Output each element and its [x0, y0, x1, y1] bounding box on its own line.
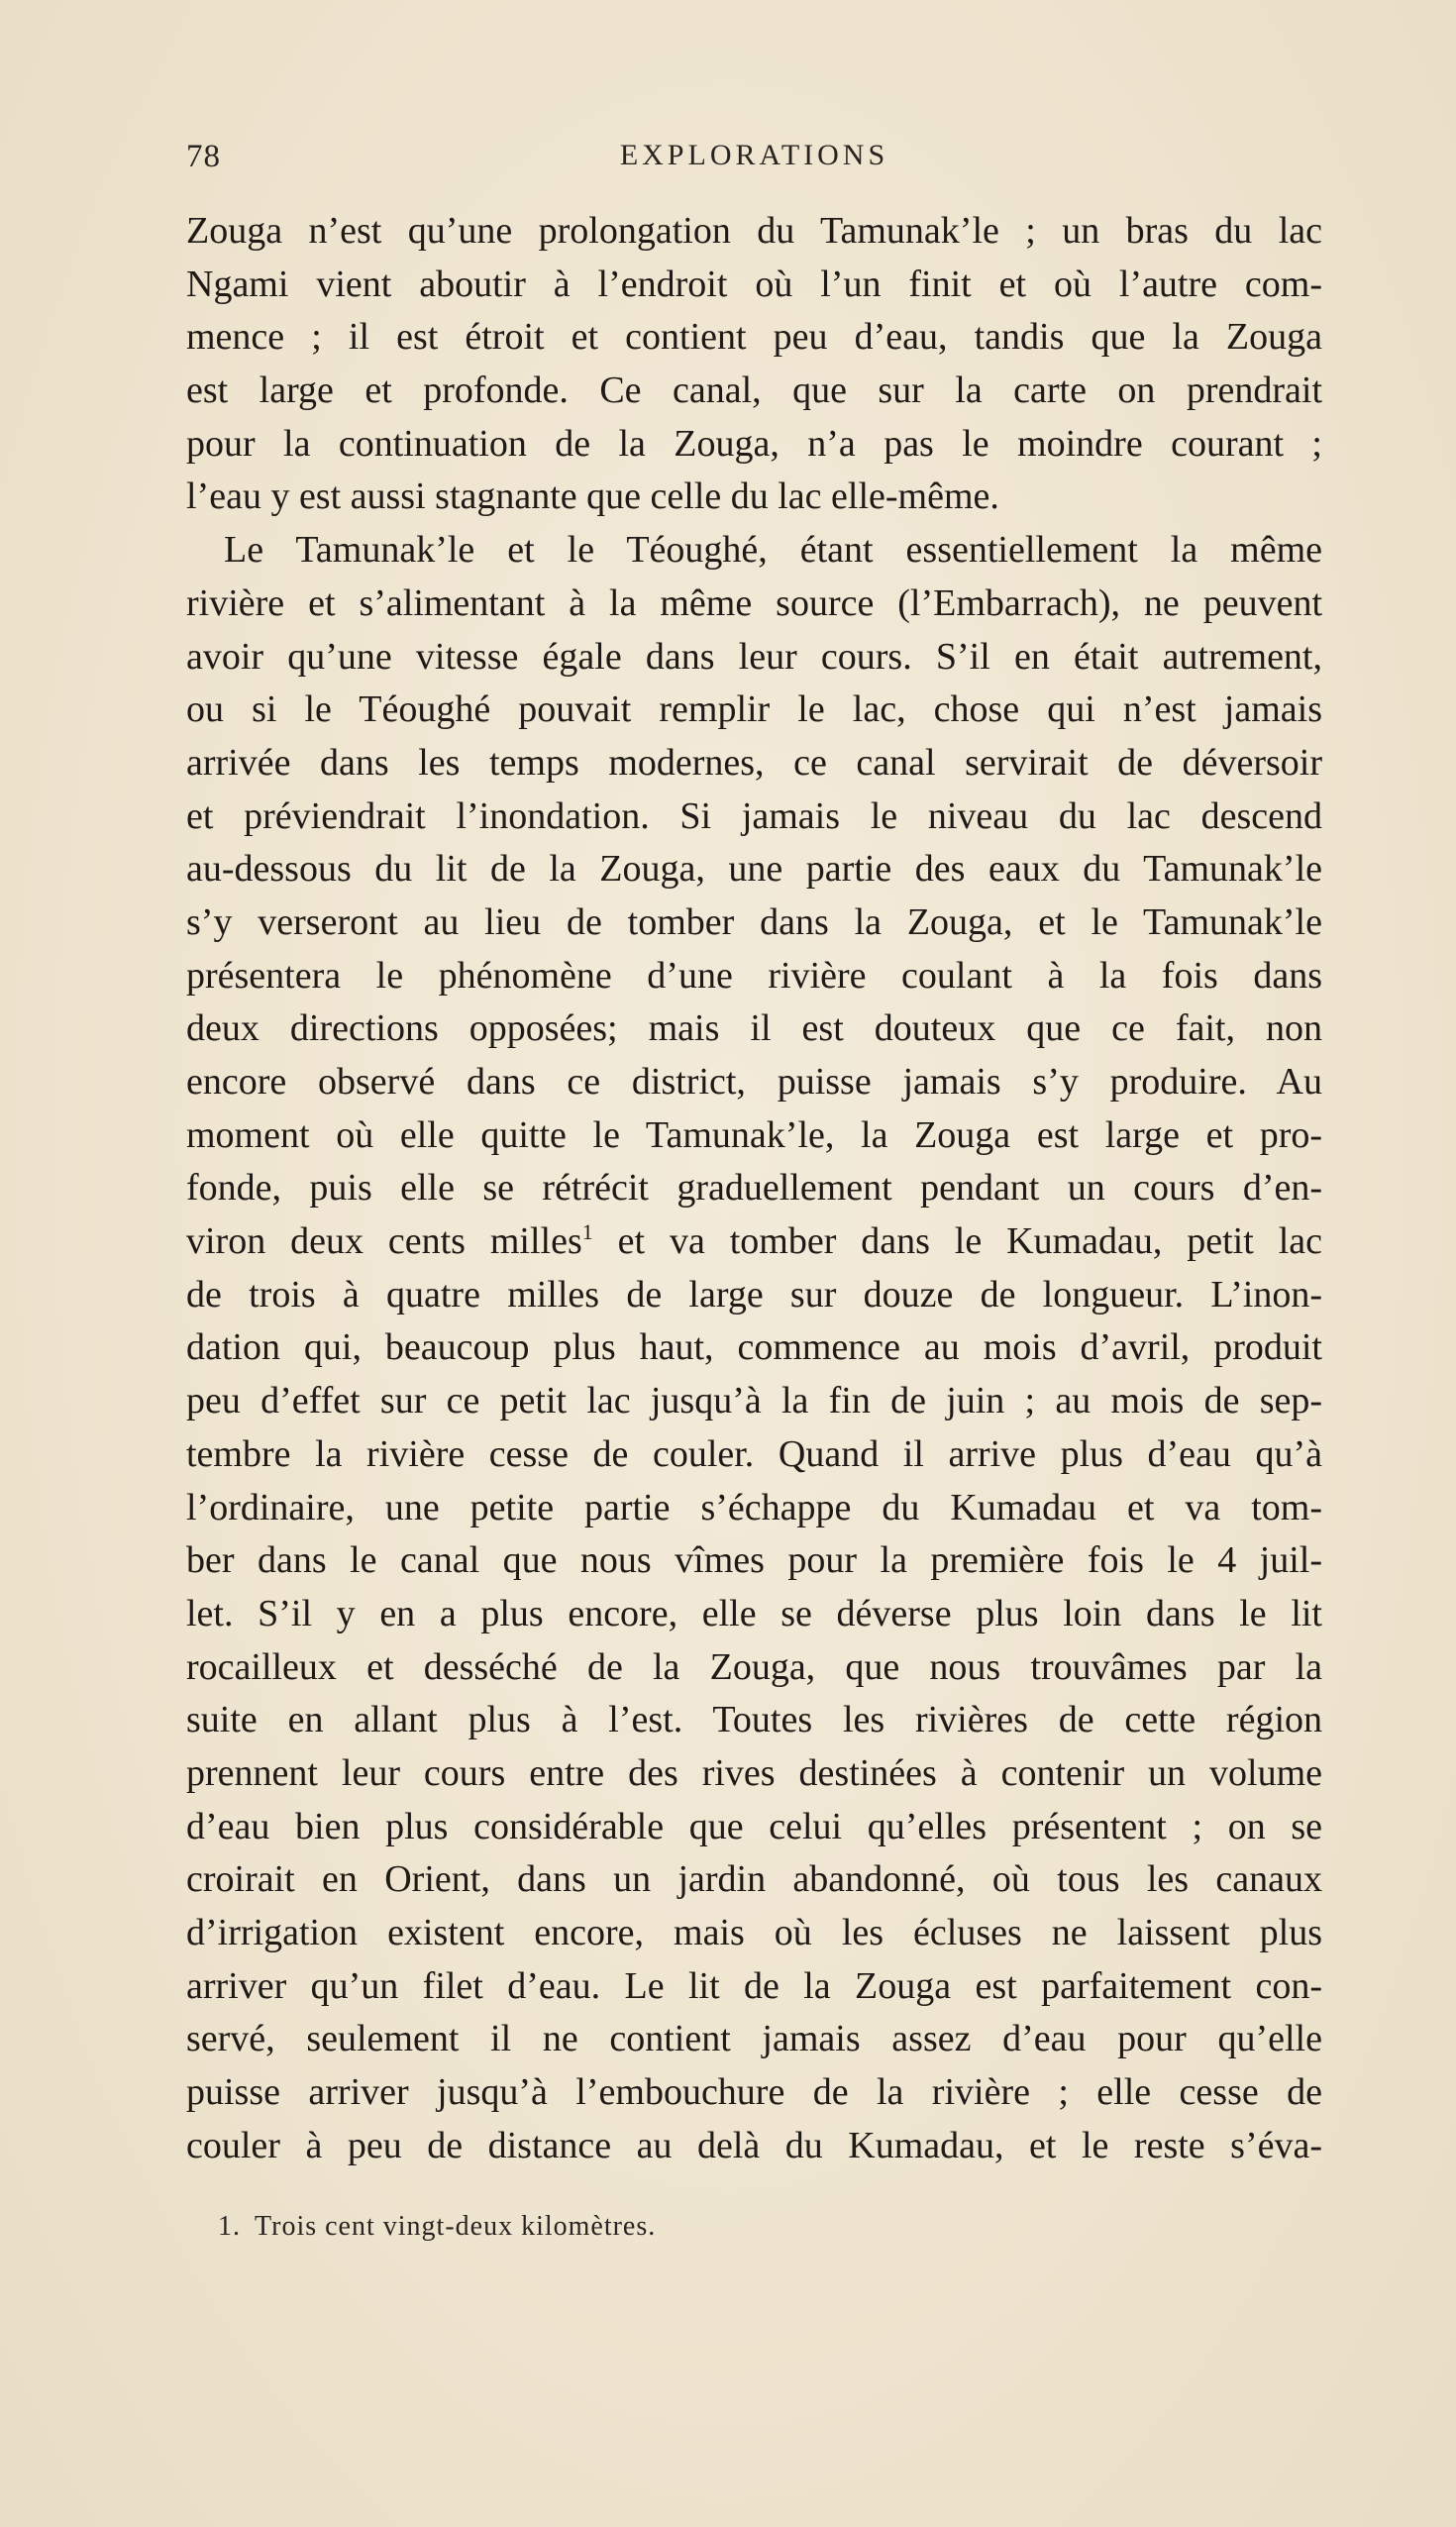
- text-line: fonde, puis elle se rétrécit graduellement pendant un cours d’en-: [186, 1167, 1322, 1210]
- text-line: tembre la rivière cesse de couler. Quand il arrive plus d’eau qu’à: [186, 1432, 1322, 1475]
- running-title: EXPLORATIONS: [619, 139, 889, 171]
- text-line: d’irrigation existent encore, mais où les écluses ne laissent plus: [186, 1912, 1322, 1953]
- text-line: ou si le Téoughé pouvait remplir le lac, chose qui n’est jamais: [186, 688, 1322, 731]
- text-line: croirait en Orient, dans un jardin abandonné, où tous les canaux: [186, 1858, 1322, 1901]
- text-line: arriver qu’un filet d’eau. Le lit de la Zouga est parfaitement con-: [186, 1964, 1322, 2007]
- text-line: ber dans le canal que nous vîmes pour la première fois le 4 juil-: [186, 1539, 1322, 1582]
- text-line: moment où elle quitte le Tamunak’le, la Zouga est large et pro-: [186, 1113, 1322, 1156]
- text-line: et préviendrait l’inondation. Si jamais le niveau du lac descend: [186, 794, 1322, 837]
- text-line: dation qui, beaucoup plus haut, commence au mois d’avril, produit: [186, 1326, 1322, 1369]
- text-line: couler à peu de distance au delà du Kumadau, et le reste s’éva-: [186, 2124, 1322, 2166]
- text-line: deux directions opposées; mais il est douteux que ce fait, non: [186, 1007, 1322, 1050]
- running-head: [186, 139, 1322, 178]
- text-line: Zouga n’est qu’une prolongation du Tamunak’le ; un bras du lac: [186, 210, 1322, 252]
- text-line: Le Tamunak’le et le Téoughé, étant essentiellement la même: [224, 529, 1322, 572]
- text-line: rocailleux et desséché de la Zouga, que nous trouvâmes par la: [186, 1645, 1322, 1688]
- text-line: l’ordinaire, une petite partie s’échappe du Kumadau et va tom-: [186, 1486, 1322, 1528]
- body-text: [186, 205, 1322, 2172]
- text-line: puisse arriver jusqu’à l’embouchure de la rivière ; elle cesse de: [186, 2071, 1322, 2114]
- text-line-with-footnote: [186, 1215, 1322, 1269]
- text-line: peu d’effet sur ce petit lac jusqu’à la fin de juin ; au mois de sep-: [186, 1380, 1322, 1422]
- footnote: [218, 2211, 1208, 2243]
- text-line: mence ; il est étroit et contient peu d’eau, tandis que la Zouga: [186, 316, 1322, 359]
- text-line: rivière et s’alimentant à la même source (l’Embarrach), ne peuvent: [186, 581, 1322, 624]
- footnote-text: Trois cent vingt-deux kilomètres.: [255, 2211, 657, 2242]
- text-line: let. S’il y en a plus encore, elle se déverse plus loin dans le lit: [186, 1592, 1322, 1634]
- footnote-number: 1.: [218, 2211, 241, 2242]
- page-number: 78: [186, 139, 221, 174]
- text-line: Ngami vient aboutir à l’endroit où l’un finit et où l’autre com-: [186, 263, 1322, 305]
- text-fragment: viron deux cents milles: [186, 1220, 582, 1263]
- text-line: suite en allant plus à l’est. Toutes les rivières de cette région: [186, 1699, 1322, 1741]
- text-line: avoir qu’une vitesse égale dans leur cours. S’il en était autrement,: [186, 635, 1322, 678]
- text-line: l’eau y est aussi stagnante que celle du lac elle-même.: [186, 475, 999, 518]
- text-line: encore observé dans ce district, puisse jamais s’y produire. Au: [186, 1061, 1322, 1103]
- text-line: arrivée dans les temps modernes, ce canal servirait de déversoir: [186, 741, 1322, 784]
- text-line: d’eau bien plus considérable que celui qu’elles présentent ; on se: [186, 1805, 1322, 1847]
- footnote-reference: 1: [581, 1219, 593, 1245]
- text-line: de trois à quatre milles de large sur douze de longueur. L’inon-: [186, 1273, 1322, 1316]
- text-line: s’y verseront au lieu de tomber dans la Zouga, et le Tamunak’le: [186, 900, 1322, 943]
- text-fragment: et va tomber dans le Kumadau, petit lac: [617, 1220, 1322, 1263]
- text-line: pour la continuation de la Zouga, n’a pas le moindre courant ;: [186, 422, 1322, 465]
- text-line: est large et profonde. Ce canal, que sur la carte on prendrait: [186, 369, 1322, 412]
- text-line: prennent leur cours entre des rives destinées à contenir un volume: [186, 1751, 1322, 1794]
- text-line: présentera le phénomène d’une rivière coulant à la fois dans: [186, 954, 1322, 997]
- text-line: servé, seulement il ne contient jamais assez d’eau pour qu’elle: [186, 2018, 1322, 2060]
- text-line: au-dessous du lit de la Zouga, une partie des eaux du Tamunak’le: [186, 848, 1322, 891]
